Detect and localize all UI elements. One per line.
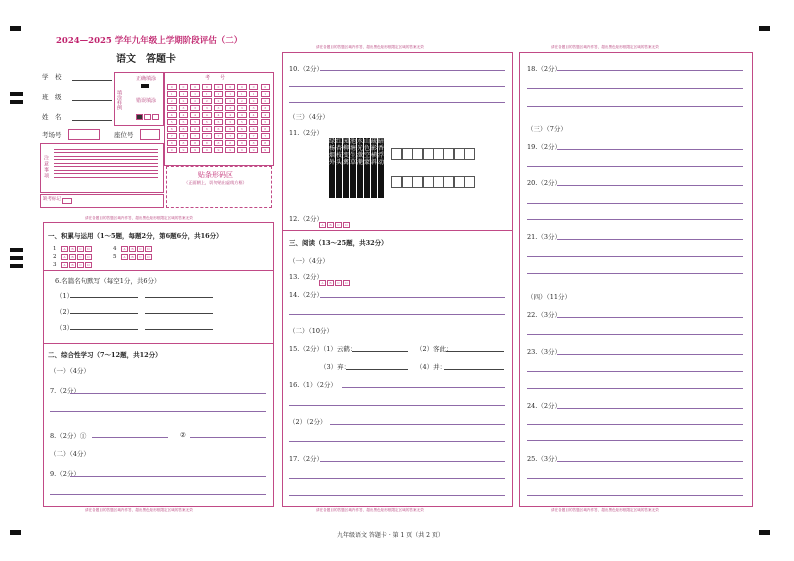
q12-label: 12.（2分） — [289, 215, 323, 223]
digit-bubble[interactable]: 8 — [261, 140, 271, 146]
digit-bubble[interactable]: 6 — [179, 126, 189, 132]
answer-line[interactable] — [342, 387, 505, 388]
digit-bubble[interactable]: 4 — [167, 112, 177, 118]
digit-bubble[interactable]: 6 — [190, 126, 200, 132]
q6-label: 6.名篇名句默写（每空1分，共6分） — [55, 277, 161, 285]
digit-bubble[interactable]: 7 — [237, 133, 247, 139]
option-bubble[interactable]: A — [61, 246, 68, 252]
digit-bubble[interactable]: 4 — [225, 112, 235, 118]
part-1-label: （一）（4分） — [289, 257, 329, 265]
writing-cell[interactable] — [443, 148, 454, 160]
option-bubble[interactable]: A — [121, 246, 128, 252]
q20-label: 20.（2分） — [527, 179, 561, 187]
digit-bubble[interactable]: 2 — [190, 98, 200, 104]
answer-line[interactable] — [92, 437, 168, 438]
digit-bubble[interactable]: 6 — [167, 126, 177, 132]
q25-label: 25.（3分） — [527, 455, 561, 463]
writing-cell[interactable] — [402, 148, 413, 160]
digit-bubble[interactable]: 1 — [190, 91, 200, 97]
digit-bubble[interactable]: 6 — [202, 126, 212, 132]
q6-item-2: （2） — [56, 308, 74, 316]
answer-line[interactable] — [557, 354, 743, 355]
seat-label: 座位号 — [114, 131, 134, 139]
digit-bubble[interactable]: 1 — [225, 91, 235, 97]
digit-bubble[interactable]: 4 — [237, 112, 247, 118]
q15-blank-1[interactable] — [352, 351, 408, 352]
digit-bubble[interactable]: 5 — [237, 119, 247, 125]
digit-bubble[interactable]: 5 — [225, 119, 235, 125]
mc-row[interactable] — [53, 253, 173, 261]
exam-title: 2024—2025 学年九年级上学期阶段评估（二） — [56, 36, 243, 46]
option-bubble[interactable]: B — [129, 254, 136, 260]
option-bubble[interactable]: B — [327, 280, 334, 286]
option-bubble[interactable]: C — [335, 222, 342, 228]
answer-line[interactable] — [289, 314, 505, 315]
name-label: 姓 名 — [42, 113, 62, 121]
digit-bubble[interactable]: 7 — [261, 133, 271, 139]
digit-bubble[interactable]: 1 — [261, 91, 271, 97]
digit-bubble[interactable]: 3 — [261, 105, 271, 111]
writing-cell[interactable] — [454, 148, 465, 160]
answer-line[interactable] — [527, 273, 743, 274]
answer-line[interactable] — [557, 149, 743, 150]
option-bubble[interactable]: B — [69, 254, 76, 260]
digit-bubble[interactable]: 5 — [249, 119, 259, 125]
poem-column: 疏影横斜 — [371, 138, 377, 198]
q6-item-1: （1） — [56, 292, 74, 300]
wrong-fill-sample — [136, 106, 160, 125]
writing-cell[interactable] — [433, 176, 444, 188]
digit-bubble[interactable]: 0 — [214, 84, 224, 90]
attention-label: 注意事项 — [43, 155, 49, 179]
answer-line[interactable] — [557, 317, 743, 318]
timing-mark — [10, 264, 23, 268]
boundary-note: 请在各题目的答题区域内作答，超出黑色矩形框限定区域的答案无效 — [316, 45, 424, 49]
answer-line[interactable] — [50, 411, 266, 412]
answer-line[interactable] — [289, 441, 505, 442]
option-bubble[interactable]: C — [137, 254, 144, 260]
q15-item-2: （2）客此： — [416, 345, 453, 353]
digit-bubble[interactable]: 8 — [237, 140, 247, 146]
option-bubble[interactable]: D — [85, 262, 92, 268]
digit-row[interactable] — [167, 147, 271, 154]
attention-text — [54, 146, 158, 180]
answer-line[interactable] — [527, 440, 743, 441]
poem-column: 水光潋滟 — [357, 138, 363, 198]
writing-cell[interactable] — [423, 176, 434, 188]
answer-line[interactable] — [70, 393, 266, 394]
absent-label: 缺考标记 — [43, 197, 61, 202]
part-4-label: （四）（11分） — [527, 293, 572, 301]
answer-line[interactable] — [289, 495, 505, 496]
option-bubble[interactable]: C — [335, 280, 342, 286]
boundary-note: 请在各题目的答题区域内作答，超出黑色矩形框限定区域的答案无效 — [85, 216, 193, 220]
digit-bubble[interactable]: 8 — [214, 140, 224, 146]
digit-bubble[interactable]: 8 — [179, 140, 189, 146]
q21-label: 21.（3分） — [527, 233, 561, 241]
boundary-note: 请在各题目的答题区域内作答，超出黑色矩形框限定区域的答案无效 — [551, 45, 659, 49]
digit-bubble[interactable]: 3 — [202, 105, 212, 111]
digit-bubble[interactable]: 9 — [249, 147, 259, 153]
option-bubble[interactable]: D — [85, 254, 92, 260]
poem-column: 绿杨烟外 — [329, 138, 335, 198]
q6-blank-3b[interactable] — [145, 329, 213, 330]
q15-blank-3[interactable] — [346, 369, 408, 370]
poem-column: 红杏枝头 — [336, 138, 342, 198]
q18-label: 18.（2分） — [527, 65, 561, 73]
answer-line[interactable] — [320, 70, 505, 71]
school-label: 学 校 — [42, 73, 62, 81]
option-bubble[interactable]: A — [61, 262, 68, 268]
mc-row[interactable] — [53, 261, 173, 269]
option-bubble[interactable]: C — [137, 246, 144, 252]
poem-calligraphy — [329, 138, 385, 198]
option-bubble[interactable]: B — [69, 246, 76, 252]
digit-bubble[interactable]: 8 — [202, 140, 212, 146]
option-bubble[interactable]: C — [77, 246, 84, 252]
q6-blank-2a[interactable] — [70, 313, 138, 314]
answer-line[interactable] — [70, 476, 266, 477]
answer-line[interactable] — [527, 371, 743, 372]
part-3-label: （三）（4分） — [289, 113, 329, 121]
digit-row[interactable] — [167, 119, 271, 126]
timing-mark — [10, 100, 23, 104]
correct-fill-label: 正确填涂 — [136, 76, 157, 82]
digit-bubble[interactable]: 9 — [214, 147, 224, 153]
question-number: 1 — [53, 246, 57, 252]
digit-bubble[interactable]: 4 — [190, 112, 200, 118]
writing-cell[interactable] — [423, 148, 434, 160]
digit-bubble[interactable]: 8 — [190, 140, 200, 146]
answer-line[interactable] — [557, 239, 743, 240]
answer-line[interactable] — [557, 408, 743, 409]
q10-label: 10.（2分） — [289, 65, 323, 73]
part-2-label: （二）（4分） — [50, 450, 90, 458]
timing-mark — [759, 26, 770, 31]
digit-bubble[interactable]: 4 — [202, 112, 212, 118]
digit-bubble[interactable]: 5 — [167, 119, 177, 125]
digit-bubble[interactable]: 6 — [225, 126, 235, 132]
digit-bubble[interactable]: 1 — [179, 91, 189, 97]
digit-bubble[interactable]: 9 — [237, 147, 247, 153]
digit-bubble[interactable]: 0 — [261, 84, 271, 90]
digit-bubble[interactable]: 2 — [261, 98, 271, 104]
writing-cell[interactable] — [464, 176, 475, 188]
answer-line[interactable] — [330, 424, 505, 425]
q15-label: 15.（2分）（1）云鹤： — [289, 345, 357, 353]
question-number: 4 — [113, 246, 117, 252]
answer-line[interactable] — [557, 461, 743, 462]
exam-room-box[interactable] — [68, 129, 100, 140]
correct-fill-sample — [141, 84, 149, 88]
q6-blank-1a[interactable] — [70, 297, 138, 298]
sheet-subtitle: 语文 答题卡 — [116, 54, 176, 65]
digit-bubble[interactable]: 0 — [167, 84, 177, 90]
q23-label: 23.（3分） — [527, 348, 561, 356]
timing-mark — [10, 530, 21, 535]
digit-bubble[interactable]: 5 — [214, 119, 224, 125]
digit-bubble[interactable]: 3 — [237, 105, 247, 111]
school-field[interactable] — [72, 80, 112, 81]
q6-item-3: （3） — [56, 324, 74, 332]
mc-grid[interactable] — [53, 245, 173, 269]
option-bubble[interactable]: A — [319, 280, 326, 286]
part-1-label: （一）（4分） — [50, 367, 90, 375]
q24-label: 24.（2分） — [527, 402, 561, 410]
section-3-title: 三、阅读（13～25题，共32分） — [289, 239, 388, 247]
divider — [43, 343, 273, 344]
timing-mark — [10, 248, 23, 252]
question-number: 3 — [53, 262, 57, 268]
q19-label: 19.（2分） — [527, 143, 561, 151]
digit-bubble[interactable]: 5 — [190, 119, 200, 125]
q15-item-4: （4）并： — [416, 363, 447, 371]
timing-mark — [10, 26, 21, 31]
name-field[interactable] — [72, 120, 112, 121]
digit-row[interactable] — [167, 105, 271, 112]
answer-line[interactable] — [50, 494, 266, 495]
digit-bubble[interactable]: 0 — [225, 84, 235, 90]
digit-bubble[interactable]: 3 — [225, 105, 235, 111]
digit-bubble[interactable]: 9 — [190, 147, 200, 153]
option-bubble[interactable]: C — [77, 262, 84, 268]
page-footer: 九年级语文 答题卡 · 第 1 页（共 2 页） — [337, 532, 444, 539]
answer-line[interactable] — [289, 405, 505, 406]
digit-bubble[interactable]: 3 — [214, 105, 224, 111]
writing-cell[interactable] — [391, 148, 402, 160]
q22-label: 22.（3分） — [527, 311, 561, 319]
part-2-label: （二）（10分） — [289, 327, 334, 335]
digit-bubble[interactable]: 9 — [261, 147, 271, 153]
option-bubble[interactable]: B — [69, 262, 76, 268]
writing-cell[interactable] — [443, 176, 454, 188]
answer-line[interactable] — [289, 478, 505, 479]
q15-item-3: （3）弃： — [320, 363, 351, 371]
digit-bubble[interactable]: 5 — [179, 119, 189, 125]
part-3-label: （三）（7分） — [527, 125, 567, 133]
digit-bubble[interactable]: 8 — [225, 140, 235, 146]
answer-line[interactable] — [527, 495, 743, 496]
answer-line[interactable] — [289, 86, 505, 87]
digit-bubble[interactable]: 2 — [202, 98, 212, 104]
exam-room-label: 考场号 — [42, 131, 62, 139]
class-field[interactable] — [72, 100, 112, 101]
digit-bubble[interactable]: 6 — [214, 126, 224, 132]
q11-label: 11.（2分） — [289, 129, 323, 137]
answer-line[interactable] — [527, 166, 743, 167]
q13-bubbles[interactable] — [319, 272, 351, 291]
digit-row[interactable] — [167, 126, 271, 133]
digit-row[interactable] — [167, 112, 271, 119]
digit-bubble[interactable]: 9 — [225, 147, 235, 153]
writing-cell[interactable] — [464, 148, 475, 160]
digit-bubble[interactable]: 7 — [167, 133, 177, 139]
answer-line[interactable] — [557, 70, 743, 71]
option-bubble[interactable]: A — [61, 254, 68, 260]
digit-bubble[interactable]: 6 — [249, 126, 259, 132]
digit-row[interactable] — [167, 84, 271, 91]
q6-blank-2b[interactable] — [145, 313, 213, 314]
digit-bubble[interactable]: 3 — [249, 105, 259, 111]
q14-label: 14.（2分） — [289, 291, 323, 299]
digit-bubble[interactable]: 7 — [179, 133, 189, 139]
digit-bubble[interactable]: 9 — [202, 147, 212, 153]
writing-cell[interactable] — [433, 148, 444, 160]
writing-cell[interactable] — [412, 176, 423, 188]
q15-blank-4[interactable] — [444, 369, 504, 370]
writing-cell[interactable] — [412, 148, 423, 160]
digit-bubble[interactable]: 2 — [214, 98, 224, 104]
option-bubble[interactable]: C — [77, 254, 84, 260]
option-bubble[interactable]: D — [145, 246, 152, 252]
timing-mark — [759, 530, 770, 535]
poem-column: 暗香浮动 — [378, 138, 384, 198]
absent-mark[interactable] — [62, 198, 72, 204]
digit-bubble[interactable]: 0 — [249, 84, 259, 90]
digit-bubble[interactable]: 4 — [249, 112, 259, 118]
q6-blank-1b[interactable] — [145, 297, 213, 298]
digit-bubble[interactable]: 0 — [190, 84, 200, 90]
digit-bubble[interactable]: 5 — [261, 119, 271, 125]
exam-number-bubbles[interactable] — [167, 84, 271, 154]
digit-bubble[interactable]: 8 — [167, 140, 177, 146]
answer-line[interactable] — [289, 102, 505, 103]
option-bubble[interactable]: D — [145, 254, 152, 260]
digit-bubble[interactable]: 6 — [261, 126, 271, 132]
q16-label: 16.（1）（2分） — [289, 381, 337, 389]
q6-blank-3a[interactable] — [70, 329, 138, 330]
barcode-label: 贴条形码区 — [198, 171, 233, 179]
boundary-note: 请在各题目的答题区域内作答，超出黑色矩形框限定区域的答案无效 — [316, 508, 424, 512]
answer-line[interactable] — [527, 334, 743, 335]
q17-label: 17.（2分） — [289, 455, 323, 463]
digit-bubble[interactable]: 2 — [225, 98, 235, 104]
option-bubble[interactable]: B — [327, 222, 334, 228]
timing-mark — [10, 92, 23, 96]
digit-bubble[interactable]: 2 — [179, 98, 189, 104]
digit-bubble[interactable]: 5 — [202, 119, 212, 125]
q15-blank-2[interactable] — [446, 351, 504, 352]
digit-bubble[interactable]: 1 — [167, 91, 177, 97]
digit-bubble[interactable]: 0 — [237, 84, 247, 90]
divider — [43, 270, 273, 271]
digit-bubble[interactable]: 8 — [249, 140, 259, 146]
digit-row[interactable] — [167, 98, 271, 105]
answer-line[interactable] — [320, 461, 505, 462]
divider — [282, 230, 512, 231]
section-1-title: 一、积累与运用（1～5题，每题2分，第6题6分，共16分） — [48, 232, 223, 240]
digit-bubble[interactable]: 4 — [179, 112, 189, 118]
digit-bubble[interactable]: 3 — [179, 105, 189, 111]
q9-label: 9.（2分） — [50, 470, 80, 478]
digit-bubble[interactable]: 2 — [249, 98, 259, 104]
q8-part-2: ② — [180, 431, 186, 439]
barcode-note: （正面朝上，切勿贴出虚线方框） — [184, 180, 247, 185]
q13-label: 13.（2分） — [289, 273, 323, 281]
digit-bubble[interactable]: 0 — [202, 84, 212, 90]
fill-example-label: 填涂样例 — [116, 90, 122, 110]
digit-bubble[interactable]: 3 — [190, 105, 200, 111]
digit-bubble[interactable]: 9 — [179, 147, 189, 153]
digit-bubble[interactable]: 1 — [237, 91, 247, 97]
option-bubble[interactable]: A — [121, 254, 128, 260]
option-bubble[interactable]: A — [319, 222, 326, 228]
question-number: 5 — [113, 254, 117, 260]
answer-line[interactable] — [527, 424, 743, 425]
option-bubble[interactable]: D — [343, 222, 350, 228]
mc-row[interactable] — [53, 245, 173, 253]
answer-line[interactable] — [527, 388, 743, 389]
digit-row[interactable] — [167, 140, 271, 147]
digit-bubble[interactable]: 1 — [214, 91, 224, 97]
q8-label: 8.（2分）① — [50, 432, 87, 440]
answer-line[interactable] — [190, 437, 266, 438]
poem-column: 池塘生草 — [350, 138, 356, 198]
digit-bubble[interactable]: 0 — [179, 84, 189, 90]
exam-number-label: 考 号 — [205, 75, 226, 81]
digit-bubble[interactable]: 3 — [167, 105, 177, 111]
digit-bubble[interactable]: 7 — [214, 133, 224, 139]
q11-grid-2[interactable] — [392, 176, 475, 188]
digit-bubble[interactable]: 2 — [167, 98, 177, 104]
answer-line[interactable] — [527, 219, 743, 220]
digit-bubble[interactable]: 7 — [202, 133, 212, 139]
digit-row[interactable] — [167, 91, 271, 98]
writing-cell[interactable] — [454, 176, 465, 188]
writing-cell[interactable] — [402, 176, 413, 188]
answer-line[interactable] — [527, 478, 743, 479]
q16-part-2: （2）（2分） — [289, 418, 327, 426]
digit-bubble[interactable]: 9 — [167, 147, 177, 153]
digit-bubble[interactable]: 4 — [214, 112, 224, 118]
digit-bubble[interactable]: 7 — [249, 133, 259, 139]
option-bubble[interactable]: D — [85, 246, 92, 252]
question-number: 2 — [53, 254, 57, 260]
answer-line[interactable] — [527, 106, 743, 107]
digit-bubble[interactable]: 1 — [249, 91, 259, 97]
digit-row[interactable] — [167, 133, 271, 140]
seat-box[interactable] — [140, 129, 160, 140]
answer-panel-right — [519, 52, 753, 507]
wrong-fill-label: 错误填涂 — [136, 98, 157, 104]
answer-line[interactable] — [320, 297, 505, 298]
q7-label: 7.（2分） — [50, 387, 80, 395]
option-bubble[interactable]: B — [129, 246, 136, 252]
poem-column: 园柳变禽 — [343, 138, 349, 198]
q11-grid-1[interactable] — [392, 148, 475, 160]
boundary-note: 请在各题目的答题区域内作答，超出黑色矩形框限定区域的答案无效 — [85, 508, 193, 512]
boundary-note: 请在各题目的答题区域内作答，超出黑色矩形框限定区域的答案无效 — [551, 508, 659, 512]
digit-bubble[interactable]: 7 — [225, 133, 235, 139]
option-bubble[interactable]: D — [343, 280, 350, 286]
section-2-title: 二、综合性学习（7～12题，共12分） — [48, 351, 162, 359]
writing-cell[interactable] — [391, 176, 402, 188]
timing-mark — [10, 256, 23, 260]
answer-line[interactable] — [527, 256, 743, 257]
answer-line[interactable] — [527, 203, 743, 204]
digit-bubble[interactable]: 7 — [190, 133, 200, 139]
digit-bubble[interactable]: 4 — [261, 112, 271, 118]
poem-column: 山色空蒙 — [364, 138, 370, 198]
digit-bubble[interactable]: 6 — [237, 126, 247, 132]
digit-bubble[interactable]: 2 — [237, 98, 247, 104]
answer-line[interactable] — [557, 185, 743, 186]
digit-bubble[interactable]: 1 — [202, 91, 212, 97]
answer-line[interactable] — [527, 88, 743, 89]
class-label: 班 级 — [42, 93, 62, 101]
